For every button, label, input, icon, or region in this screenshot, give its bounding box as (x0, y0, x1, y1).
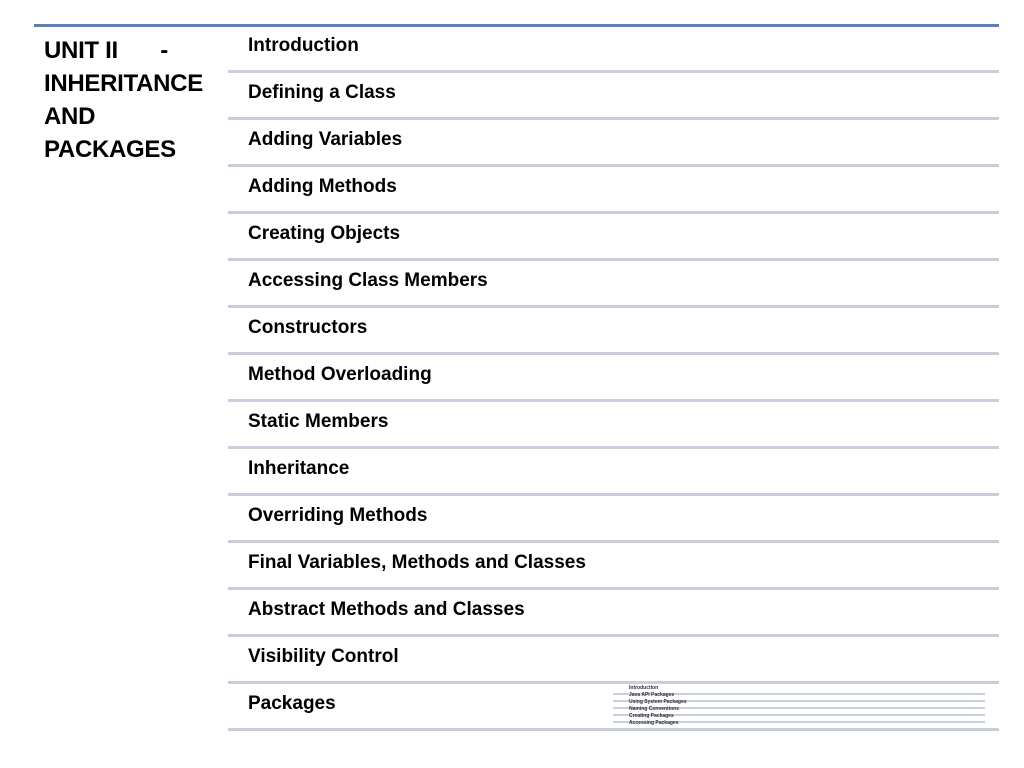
subtopic-label: Creating Packages (629, 713, 674, 719)
topic-item[interactable] (228, 355, 999, 402)
subtopic-label: Naming Conventions (629, 706, 680, 712)
topic-label: Introduction (248, 35, 359, 56)
unit-title-line-1 (44, 34, 168, 67)
topic-label: Method Overloading (248, 364, 432, 385)
subtopic-label: Introduction (629, 685, 659, 691)
topic-item[interactable] (228, 402, 999, 449)
topic-label: Defining a Class (248, 82, 396, 103)
subtopic-label: Java API Packages (629, 692, 675, 698)
unit-title-line-4: PACKAGES (44, 136, 176, 163)
topic-item[interactable] (228, 449, 999, 496)
topic-label: Visibility Control (248, 646, 399, 667)
unit-title-line-2: INHERITANCE (44, 70, 203, 97)
topic-item[interactable] (228, 120, 999, 167)
topic-item[interactable] (228, 261, 999, 308)
topic-list (228, 26, 999, 731)
topic-item[interactable] (228, 214, 999, 261)
unit-dash: - (160, 37, 168, 64)
topic-label: Final Variables, Methods and Classes (248, 552, 586, 573)
topic-item[interactable] (228, 26, 999, 73)
subtopic-label: Using System Packages (629, 699, 687, 705)
topic-label: Adding Methods (248, 176, 397, 197)
unit-title (44, 34, 212, 166)
topic-item[interactable] (228, 496, 999, 543)
topic-item[interactable] (228, 308, 999, 355)
topic-item[interactable] (228, 543, 999, 590)
subtopic-label: Accessing Packages (629, 720, 679, 726)
topic-label: Overriding Methods (248, 505, 428, 526)
topic-label: Abstract Methods and Classes (248, 599, 525, 620)
topic-label: Inheritance (248, 458, 350, 479)
topic-label: Static Members (248, 411, 389, 432)
topic-label: Accessing Class Members (248, 270, 488, 291)
topic-label: Constructors (248, 317, 368, 338)
topic-label: Creating Objects (248, 223, 401, 244)
topic-item[interactable] (228, 637, 999, 684)
topic-item-packages[interactable] (228, 684, 999, 731)
topic-label: Adding Variables (248, 129, 403, 150)
unit-number: UNIT II (44, 37, 118, 64)
package-subtopic-list (613, 685, 985, 730)
topic-label: Packages (248, 693, 336, 714)
topic-item[interactable] (228, 73, 999, 120)
topic-item[interactable] (228, 590, 999, 637)
unit-title-line-3: AND (44, 103, 96, 130)
topic-item[interactable] (228, 167, 999, 214)
subtopic-item[interactable] (613, 720, 985, 730)
